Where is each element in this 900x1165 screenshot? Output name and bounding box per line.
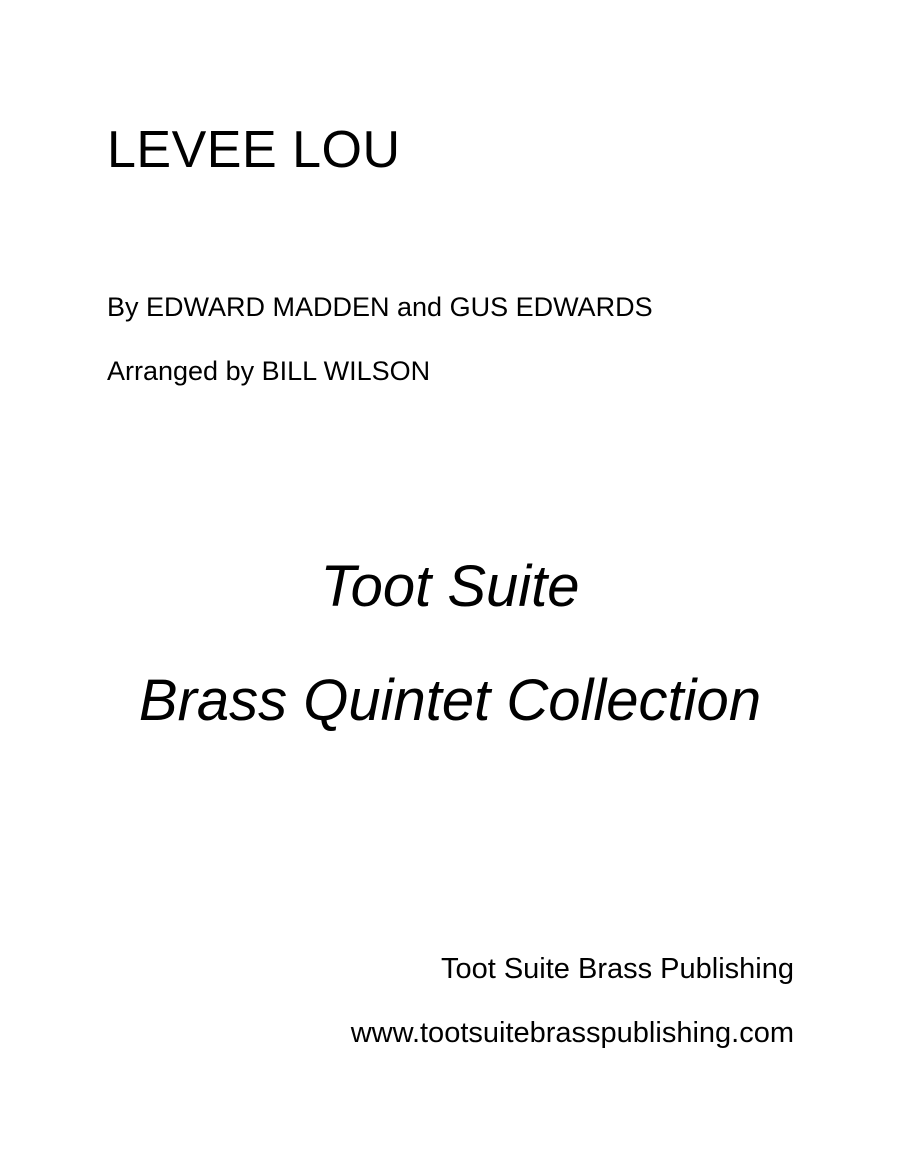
collection-title-line1: Toot Suite — [320, 554, 580, 619]
collection-title-line2: Brass Quintet Collection — [138, 668, 762, 733]
composers-credit: By EDWARD MADDEN and GUS EDWARDS — [107, 292, 653, 322]
arranger-credit: Arranged by BILL WILSON — [107, 356, 431, 386]
publisher-website: www.tootsuitebrasspublishing.com — [350, 1017, 794, 1049]
song-title: LEVEE LOU — [107, 121, 401, 179]
publisher-name: Toot Suite Brass Publishing — [440, 953, 794, 985]
